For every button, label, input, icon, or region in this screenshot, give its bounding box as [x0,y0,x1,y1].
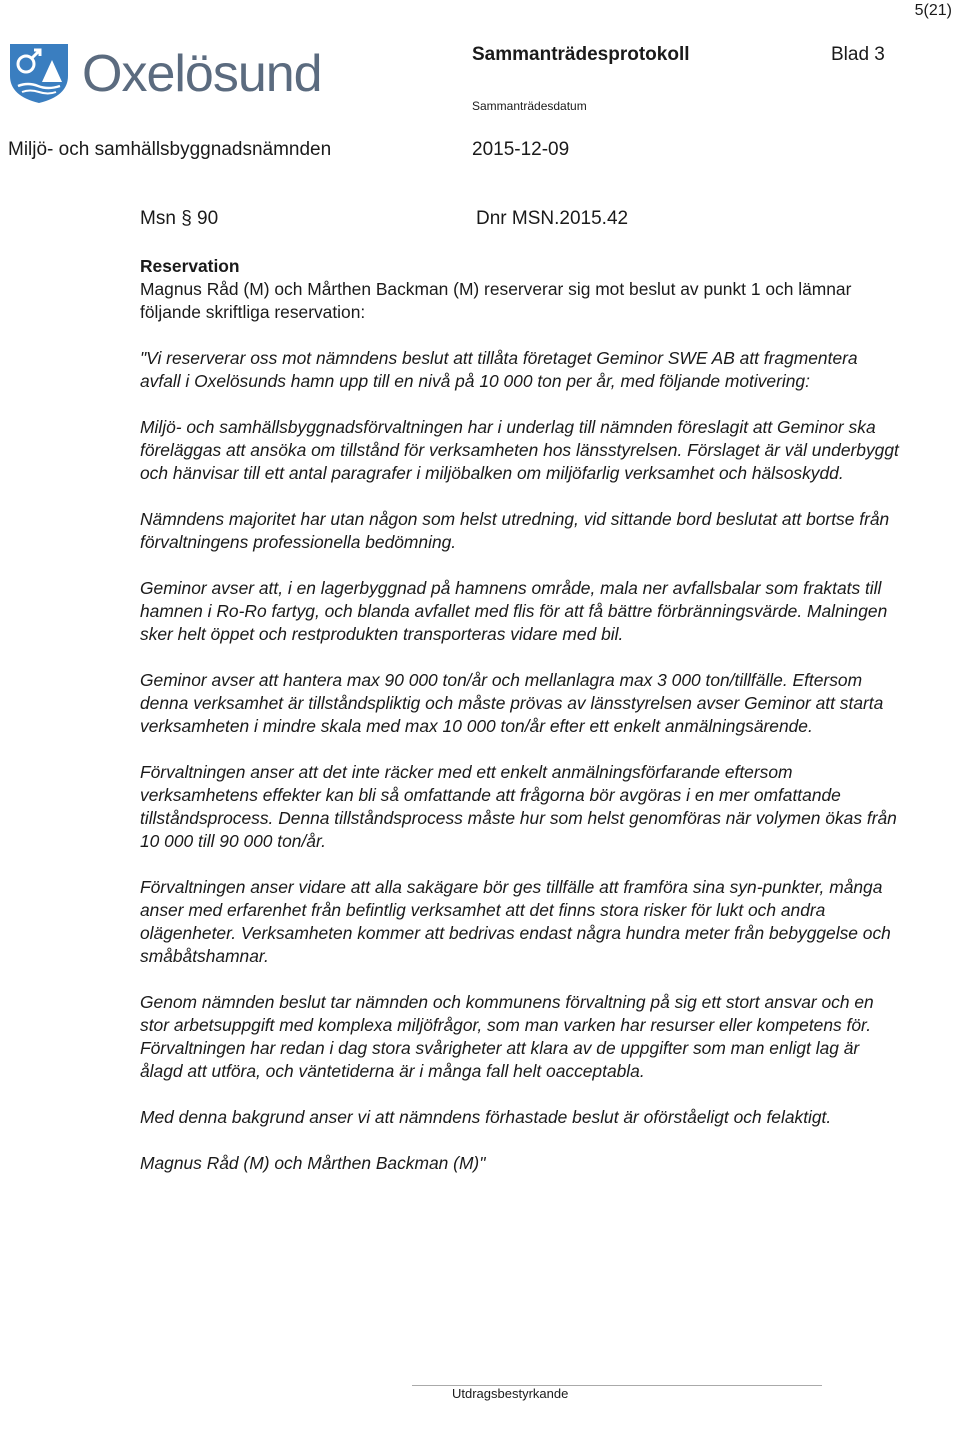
sheet-number: Blad 3 [831,44,885,65]
msn-label: Msn [140,208,176,229]
quote-paragraph: Nämndens majoritet har utan någon som helst utredning, vid sittande bord beslutat att bortse från förvaltningens professionella bedömning. [140,509,890,552]
quote-paragraph: Geminor avser att hantera max 90 000 ton/år och mellanlagra max 3 000 ton/tillfälle. Eftersom denna verksamhet är tillståndspliktig och måste prövas av länsstyrelsen avser Geminor att starta verksamheten i mindre skala med max 10 000 ton/år efter ett enkelt anmälningsärende. [140,670,884,736]
meeting-date: 2015-12-09 [472,139,570,160]
meeting-date-label: Sammanträdesdatum [472,99,587,113]
signature-line: Magnus Råd (M) och Mårthen Backman (M)" [140,1153,486,1173]
quote-paragraph: Geminor avser att, i en lagerbyggnad på hamnens område, mala ner avfallsbalar som fraktats till hamnen i Ro-Ro fartyg, och blanda avfallet med flis för att få bättre förbränningsvärde. Malningen sker helt öppet och restprodukten transporteras vidare med bil. [140,578,888,644]
quote-paragraph: Genom nämnden beslut tar nämnden och kommunens förvaltning på sig ett stort ansvar och en stor arbetsuppgift med komplexa miljöfrågor, som man varken har resurser eller kompetens för. Förvaltningen har redan i dag stora svårigheter att klara av de uppgifter som man enligt lag är ålagd att utföra, och väntetiderna är i många fall helt oacceptabla. [140,992,874,1081]
quote-paragraph: Miljö- och samhällsbyggnadsförvaltningen har i underlag till nämnden föreslagit att Geminor ska föreläggas att ansöka om tillstånd för verksamheten hos länsstyrelsen. Förslaget är väl underbyggt och hänvisar till ett antal paragrafer i miljöbalken om miljöfarlig verksamhet och hälsoskydd. [140,417,899,483]
page-number: 5(21) [914,2,952,19]
quote-paragraph: Förvaltningen anser att det inte räcker med ett enkelt anmälningsförfarande eftersom verksamhetens effekter kan bli så omfattande att frågorna bör avgöras i en mer omfattande tillståndsprocess. Denna tillståndsprocess måste hur som helst genomföras när volymen ökas från 10 000 till 90 000 ton/år. [140,762,897,851]
committee-name: Miljö- och samhällsbyggnadsnämnden [8,139,332,160]
section-reference [140,208,218,230]
certification-label: Utdragsbestyrkande [452,1386,569,1401]
document-title: Sammanträdesprotokoll [472,44,690,65]
logo-wordmark: Oxelösund [82,45,322,103]
municipality-logo [8,42,328,108]
diary-number: Dnr MSN.2015.42 [476,208,629,229]
quote-paragraph: Förvaltningen anser vidare att alla sakägare bör ges tillfälle att framföra sina syn-punkter, många anser med erfarenhet från befintlig verksamhet att det finns stora risker för lukt och andra olägenheter. Verksamheten kommer att bedrivas endast några hundra meter från bebyggelse och småbåtshamnar. [140,877,891,966]
section-heading: Reservation [140,256,240,276]
intro-paragraph: Magnus Råd (M) och Mårthen Backman (M) reserverar sig mot beslut av punkt 1 och lämnar följande skriftliga reservation: [140,279,852,322]
quote-paragraph: Med denna bakgrund anser vi att nämndens förhastade beslut är oförståeligt och felaktigt. [140,1107,832,1127]
oxelosund-crest-icon [8,42,70,104]
section-symbol: § [181,208,192,229]
msn-number: 90 [197,208,219,229]
document-body [140,255,900,1175]
quote-paragraph: "Vi reserverar oss mot nämndens beslut att tillåta företaget Geminor SWE AB att fragmentera avfall i Oxelösunds hamn upp till en nivå på 10 000 ton per år, med följande motivering: [140,348,858,391]
